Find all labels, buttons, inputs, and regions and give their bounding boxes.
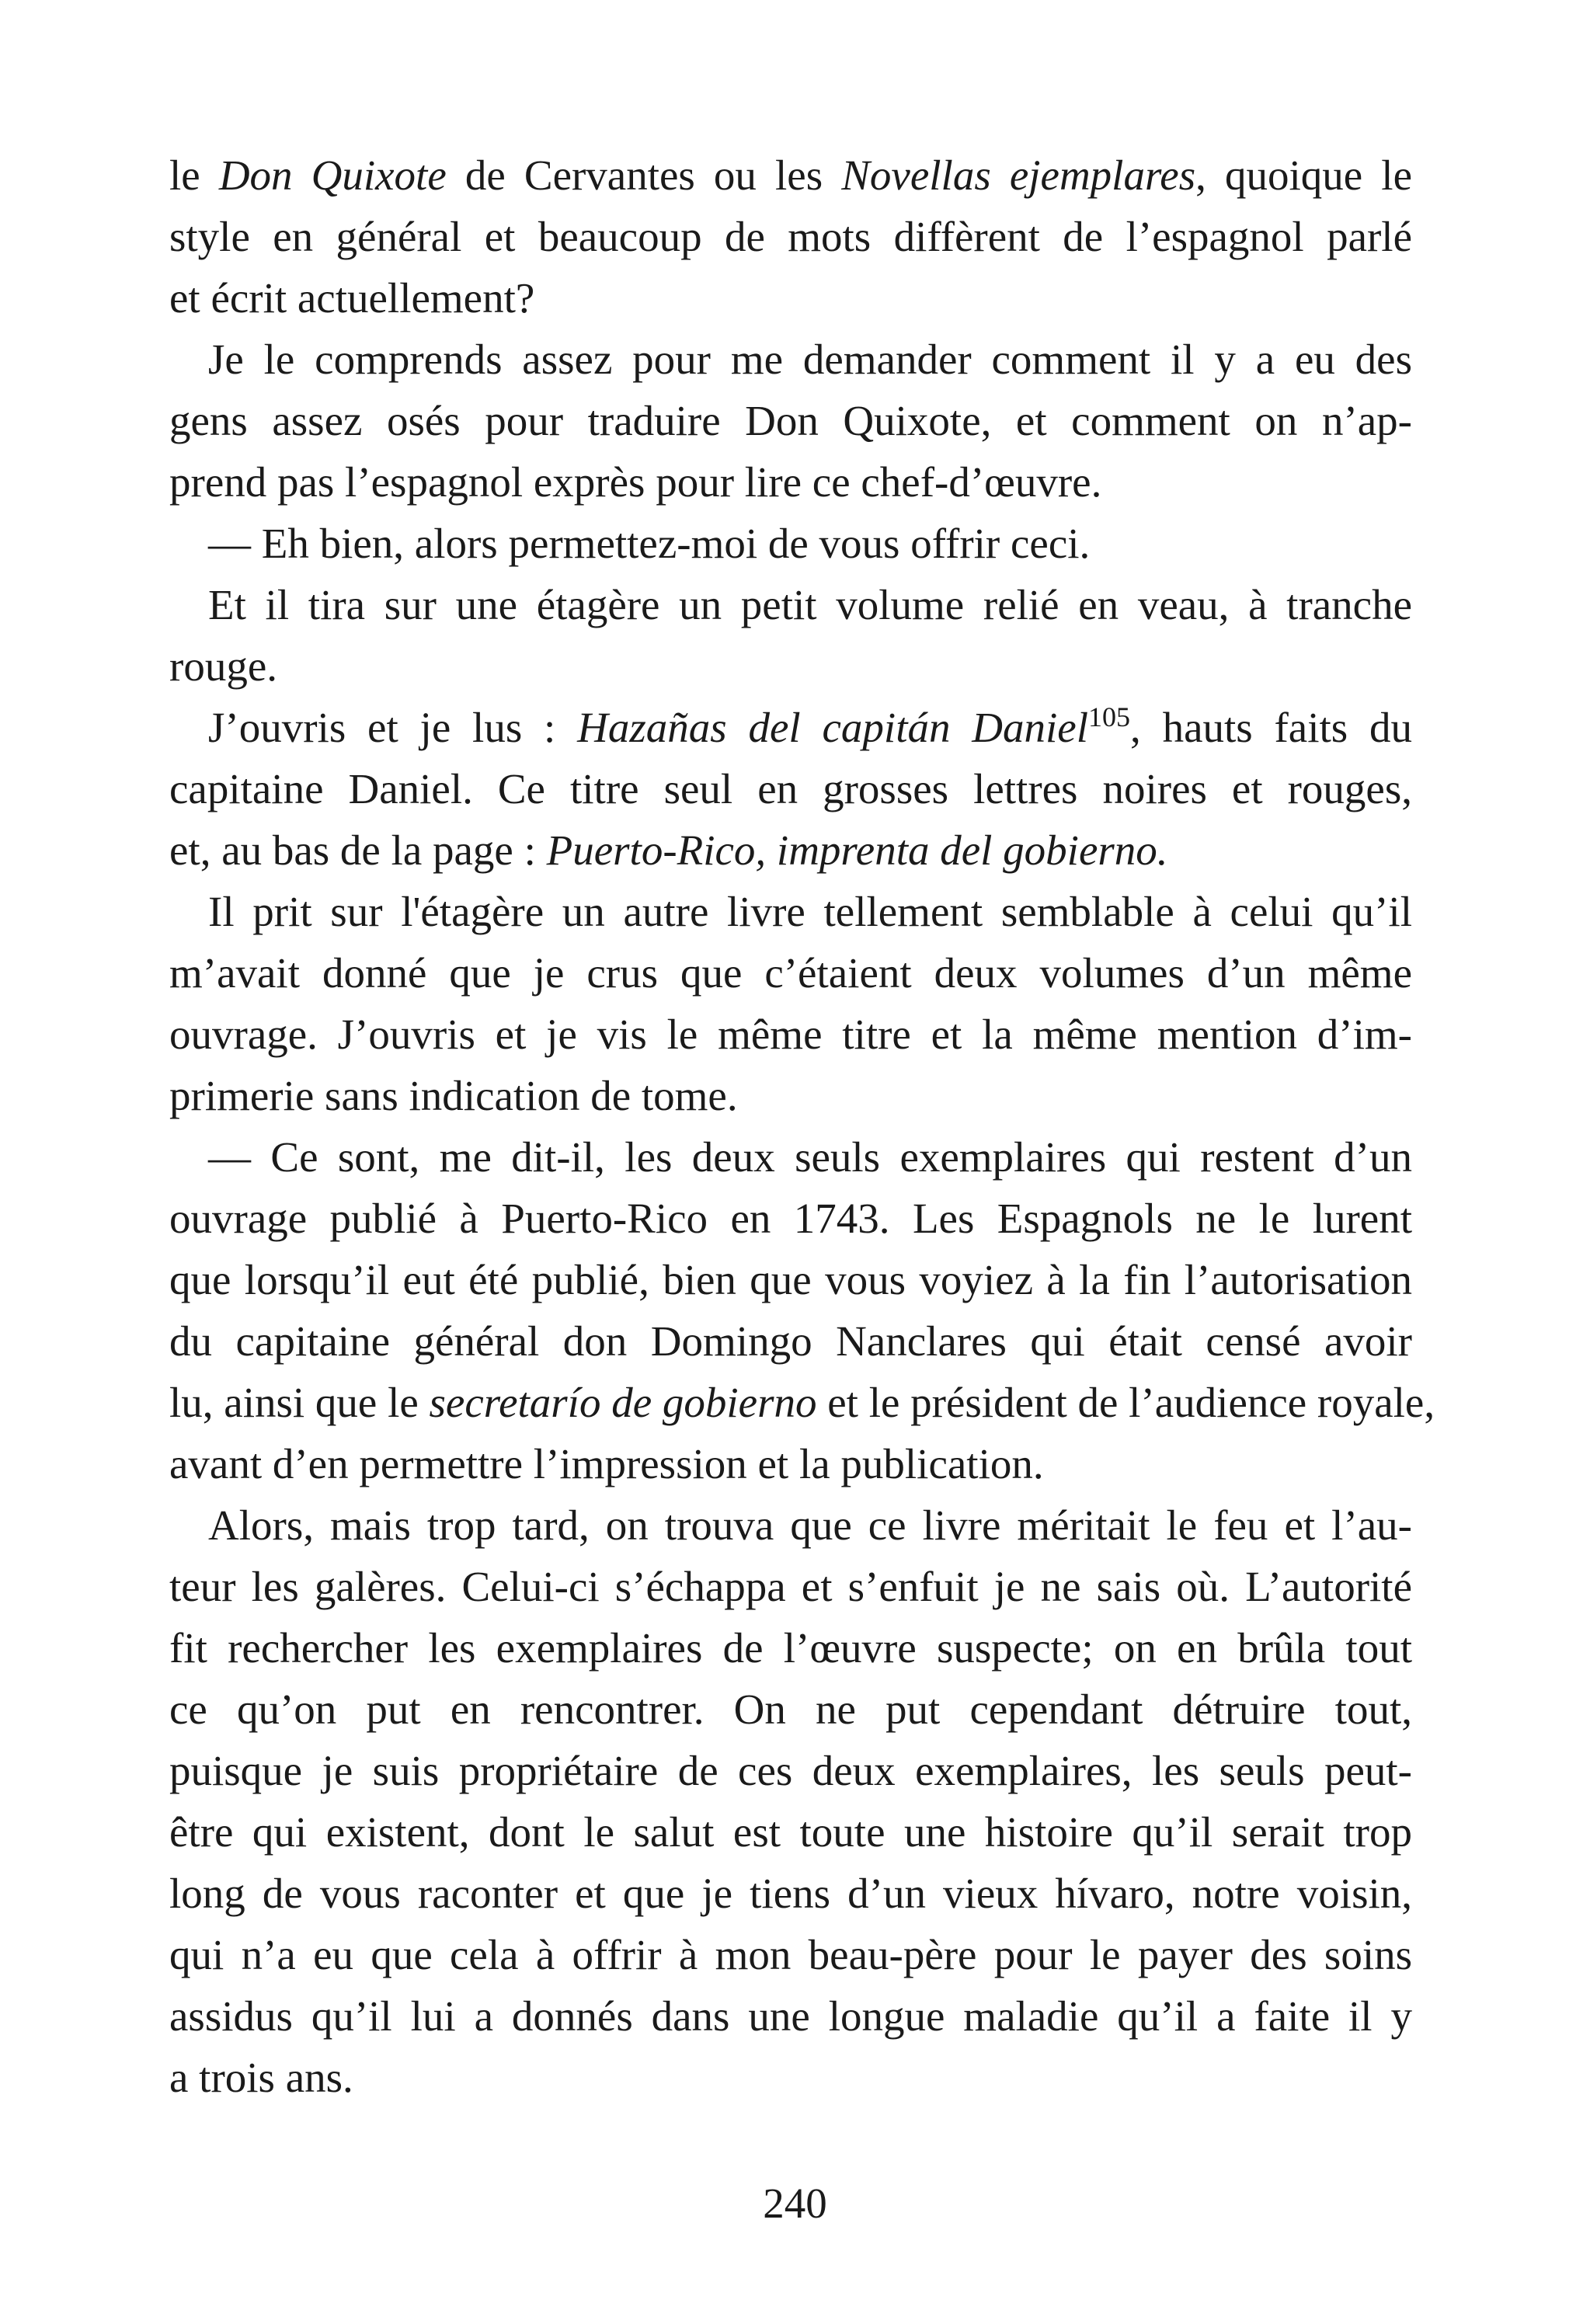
text-line: prend pas l’espagnol exprès pour lire ce chef-d’œuvre. (169, 458, 1102, 506)
text-line: a trois ans. (169, 2054, 353, 2101)
text-line: J’ouvris et je lus : Hazañas del capitán Daniel$^{105}$, hauts faits du (208, 701, 1412, 751)
text-line: assidus qu’il lui a donnés dans une longue maladie qu’il a faite il y (169, 1992, 1412, 2040)
text-line: Et il tira sur une étagère un petit volume relié en veau, à tranche (208, 581, 1412, 628)
text-line: être qui existent, dont le salut est toute une histoire qu’il serait trop (169, 1808, 1412, 1856)
footnote-marker: 105 (1088, 701, 1130, 732)
text-line: ouvrage. J’ouvris et je vis le même titre et la même mention d’im- (169, 1011, 1412, 1058)
text-line: qui n’a eu que cela à offrir à mon beau-père pour le payer des soins (169, 1931, 1412, 1978)
text-line: — Eh bien, alors permettez-moi de vous offrir ceci. (208, 520, 1091, 567)
text-line: style en général et beaucoup de mots diffèrent de l’espagnol parlé (169, 213, 1412, 260)
body-text (169, 144, 1435, 2108)
text-line: rouge. (169, 642, 277, 690)
text-line: du capitaine général don Domingo Nanclares qui était censé avoir (169, 1317, 1412, 1365)
text-line: primerie sans indication de tome. (169, 1072, 738, 1119)
official-title: secretarío de gobierno (429, 1379, 817, 1426)
book-title: Novellas ejemplares (841, 151, 1196, 199)
text-line: m’avait donné que je crus que c’étaient deux volumes d’un même (169, 949, 1412, 997)
text-line: Alors, mais trop tard, on trouva que ce livre méritait le feu et l’au- (208, 1501, 1412, 1549)
text-line: et, au bas de la page : Puerto-Rico, imprenta del gobierno. (169, 826, 1168, 874)
text-line: ouvrage publié à Puerto-Rico en 1743. Les Espagnols ne le lurent (169, 1195, 1412, 1242)
page-number: 240 (763, 2180, 827, 2227)
text-line: puisque je suis propriétaire de ces deux exemplaires, les seuls peut- (169, 1747, 1412, 1794)
text-line: fit rechercher les exemplaires de l’œuvre suspecte; on en brûla tout (169, 1624, 1412, 1672)
text-line: avant d’en permettre l’impression et la publication. (169, 1440, 1044, 1487)
text-line: ce qu’on put en rencontrer. On ne put cependant détruire tout, (169, 1686, 1412, 1733)
text-line: capitaine Daniel. Ce titre seul en grosses lettres noires et rouges, (169, 765, 1412, 812)
text-line: — Ce sont, me dit-il, les deux seuls exemplaires qui restent d’un (208, 1133, 1412, 1181)
text-line: Je le comprends assez pour me demander comment il y a eu des (208, 336, 1412, 383)
text-line: teur les galères. Celui-ci s’échappa et s’enfuit je ne sais où. L’autorité (169, 1563, 1412, 1610)
text-line: long de vous raconter et que je tiens d’un vieux hívaro, notre voisin, (169, 1870, 1412, 1917)
book-title: Don Quixote (218, 151, 447, 199)
book-title: Hazañas del capitán Daniel (577, 704, 1088, 751)
text-line: Il prit sur l'étagère un autre livre tellement semblable à celui qu’il (208, 888, 1412, 935)
imprint: Puerto-Rico, imprenta del gobierno. (546, 826, 1168, 874)
text-line: le Don Quixote de Cervantes ou les Novellas ejemplares, quoique le (169, 151, 1412, 199)
text-line: gens assez osés pour traduire Don Quixote, et comment on n’ap- (169, 397, 1412, 444)
text-line: que lorsqu’il eut été publié, bien que vous voyiez à la fin l’autorisation (169, 1256, 1412, 1303)
text-line: et écrit actuellement? (169, 274, 535, 322)
text-line: lu, ainsi que le secretarío de gobierno et le président de l’audience royale, (169, 1379, 1435, 1426)
